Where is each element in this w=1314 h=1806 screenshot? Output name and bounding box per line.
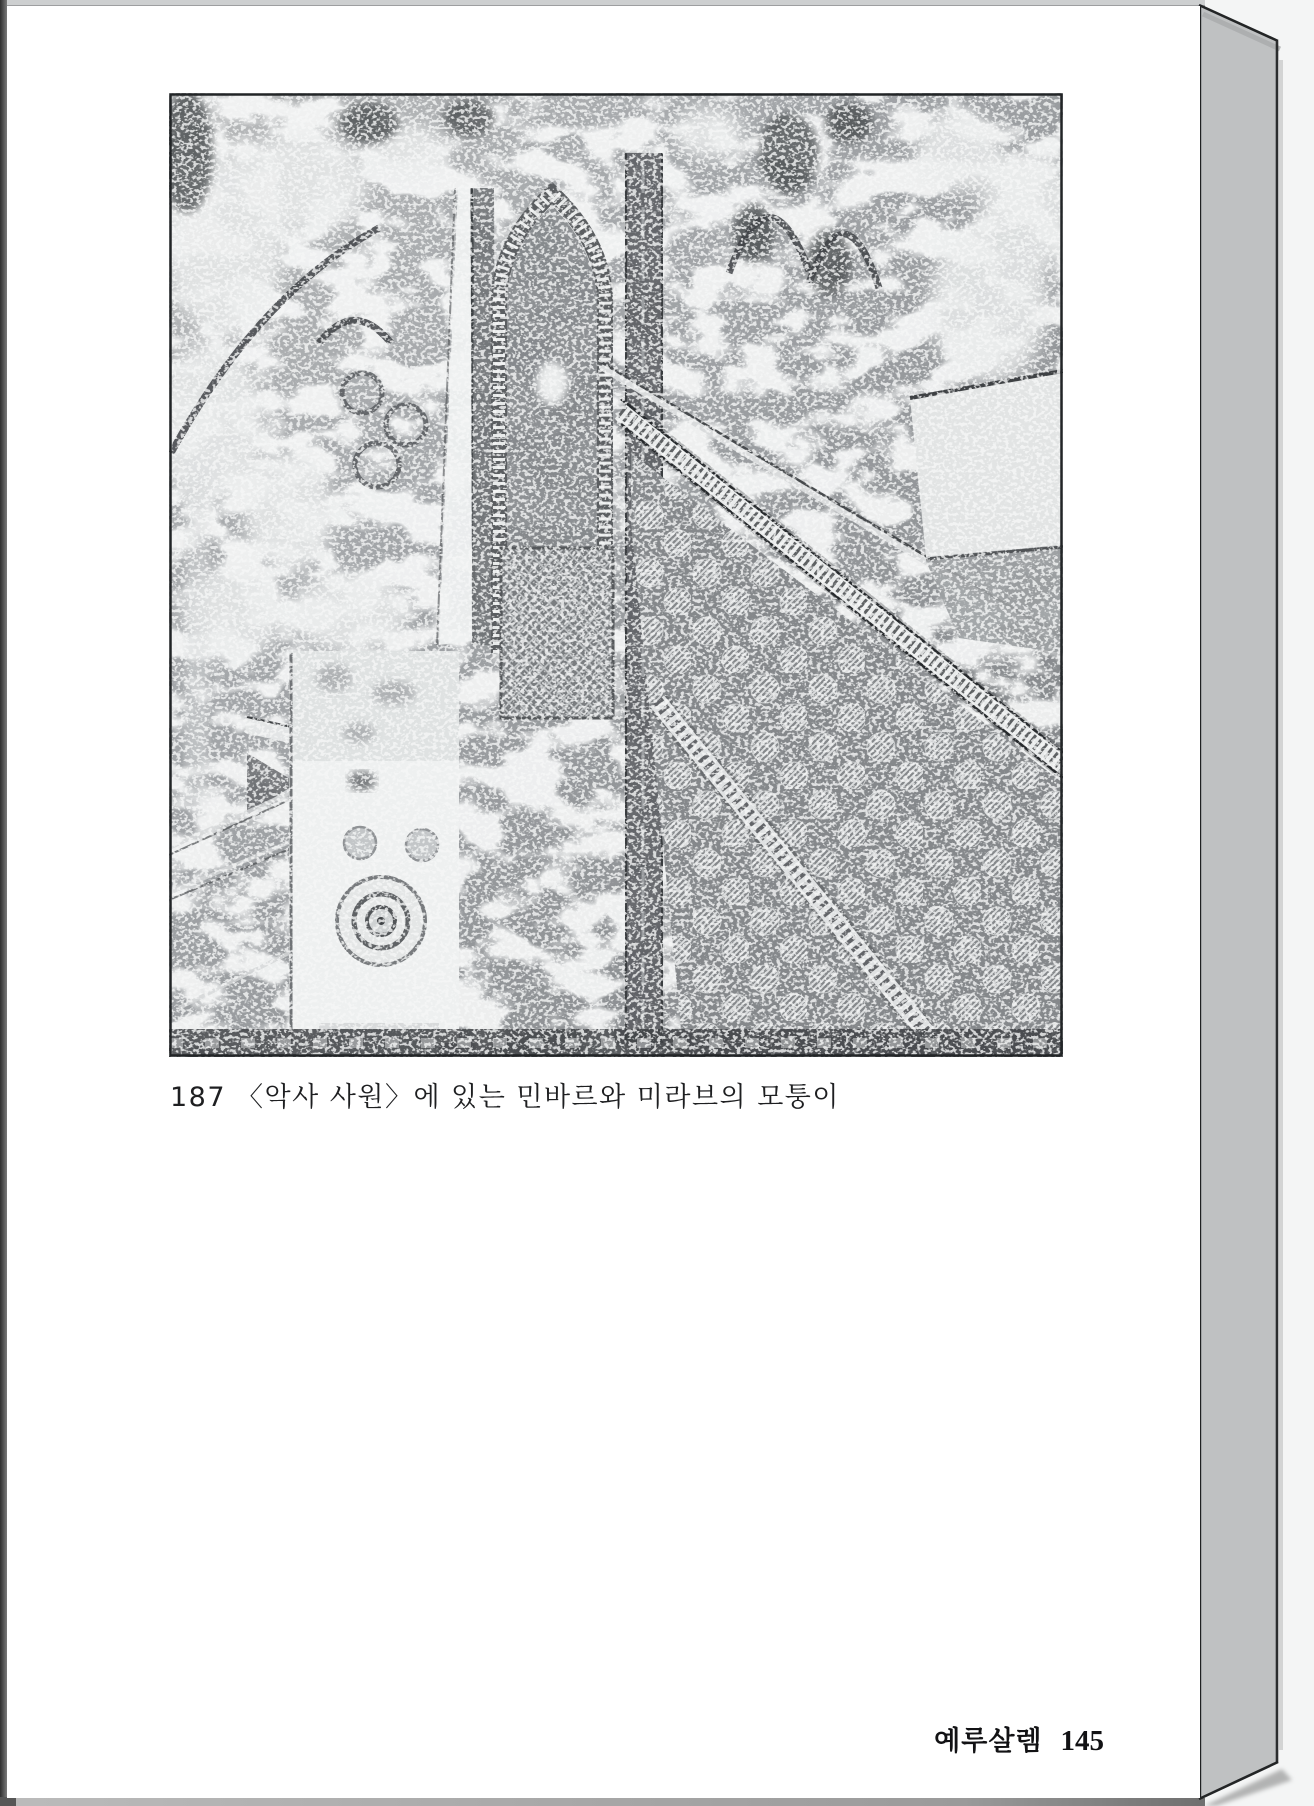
figure-caption xyxy=(170,1081,1070,1115)
figure-number: 187 xyxy=(170,1082,227,1113)
book-spine-edge xyxy=(0,0,7,1806)
minbar-photo xyxy=(169,93,1063,1057)
figure-photo xyxy=(169,93,1063,1057)
figure-caption-text: 〈악사 사원〉에 있는 민바르와 미라브의 모퉁이 xyxy=(236,1082,840,1113)
page-footer xyxy=(170,1719,1104,1758)
book-page xyxy=(7,6,1200,1798)
photo-dark-grain xyxy=(169,93,1063,1057)
footer-page-number: 145 xyxy=(1060,1725,1104,1757)
book-fore-edge xyxy=(1200,6,1277,1798)
book-bottom-edge xyxy=(0,1798,1205,1806)
footer-section-label: 예루살렘 xyxy=(934,1726,1043,1756)
